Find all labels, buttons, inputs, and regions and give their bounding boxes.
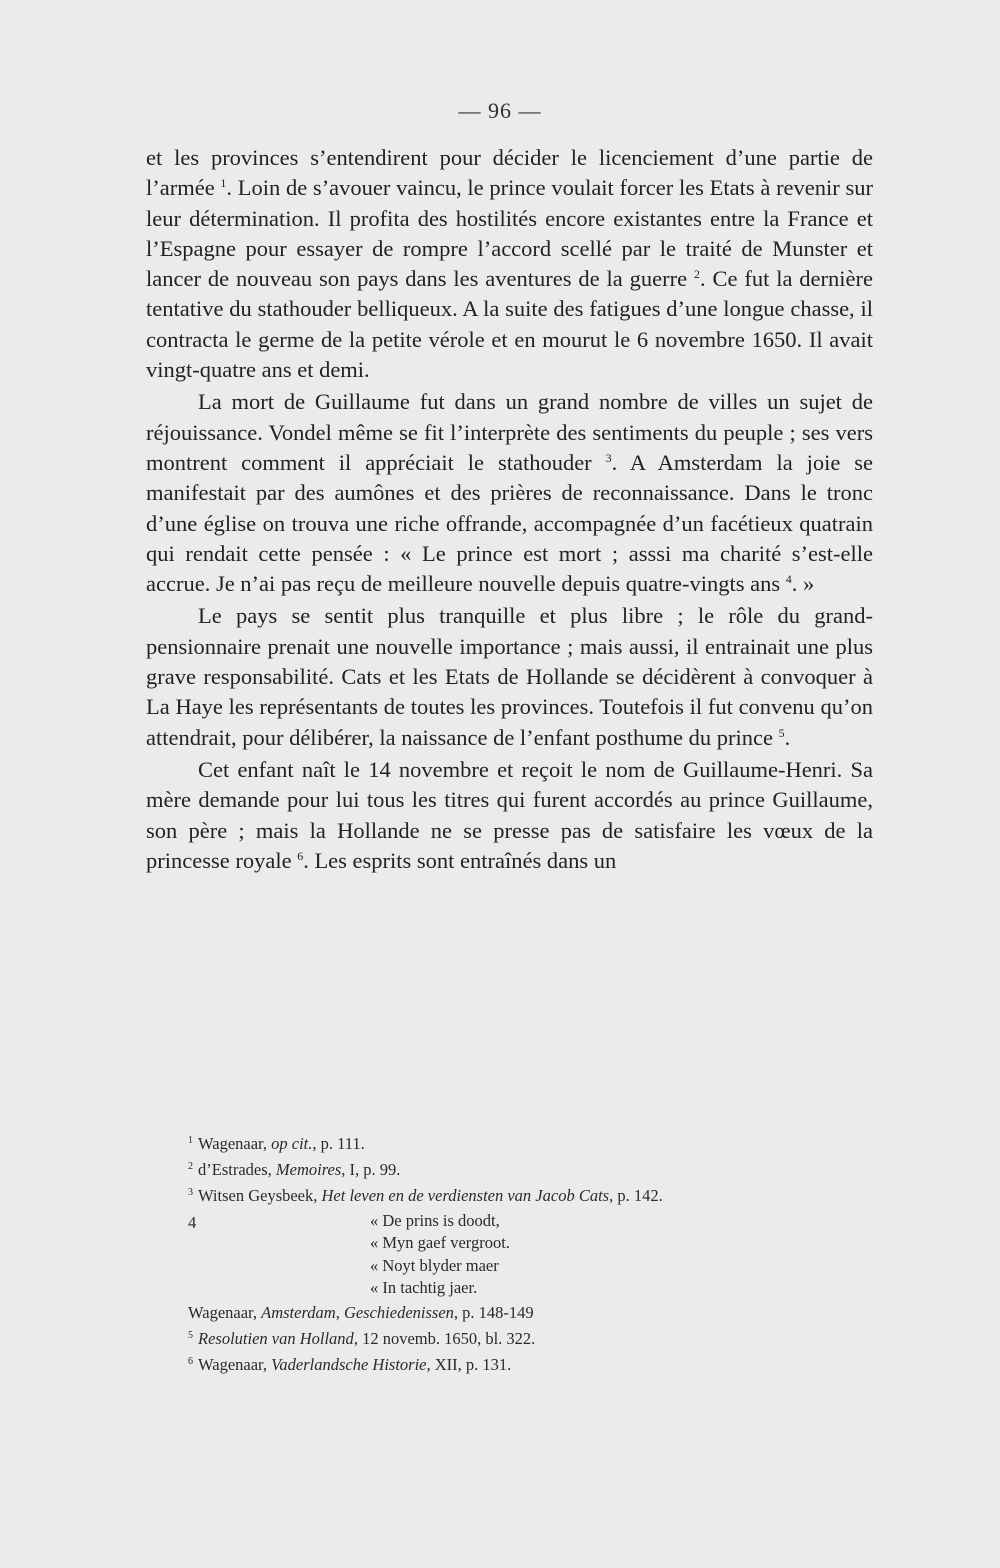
text-run: , I, p. 99. [341, 1160, 401, 1180]
text-run: . » [791, 571, 815, 597]
footnote-mark: 2 [188, 1161, 193, 1173]
footnote-verses [188, 1210, 888, 1300]
footnote [188, 1183, 888, 1209]
footnote-ref: 5 [778, 725, 785, 740]
text-run: Witsen Geysbeek, [198, 1186, 322, 1206]
footnote-mark: 3 [188, 1187, 193, 1199]
text-run: . Loin de s’avouer vaincu, le prince voulait forcer les Etats à revenir sur leur détermination. Il profita des hostilités encore existantes entre la France et l’Espagne pour essayer de rompre l’accord scellé par le traité de Munster et lancer de nouveau son pays dans les aventures de la guerre [146, 175, 873, 292]
body-text [146, 143, 873, 876]
text-run: , p. 111. [312, 1134, 365, 1153]
verse-line: « In tachtig jaer. [370, 1278, 478, 1298]
footnote [188, 1352, 888, 1378]
footnote-ref: 2 [693, 267, 700, 282]
text-run: Wagenaar, [188, 1302, 262, 1322]
italic-text: Vaderlandsche Historie [271, 1355, 427, 1375]
text-run: . A Amsterdam la joie se manifestait par des aumônes et des prières de reconnaissance. Dans le tronc d’une église on trouva une riche offrande, accompagnée d’un facétieux quatrain qui rendait cette pensée : « Le prince est mort ; asssi ma charité s’est-elle accrue. Je n’ai pas reçu de meilleure nouvelle depuis quatre-vingts ans [146, 449, 873, 597]
footnote-mark: 5 [188, 1329, 193, 1341]
footnote [188, 1157, 888, 1183]
text-run: . Les esprits sont entraînés dans un [303, 847, 617, 873]
text-run: , p. 148-149 [453, 1302, 534, 1322]
text-run: , XII, p. 131. [426, 1355, 512, 1375]
verse-line: « Noyt blyder maer [370, 1255, 499, 1275]
italic-text: Het leven en de verdiensten van Jacob Cats [321, 1186, 610, 1206]
text-run: Wagenaar, [198, 1355, 272, 1375]
paragraph [146, 387, 873, 599]
text-run: La mort de Guillaume fut dans un grand nombre de villes un sujet de réjouissance. Vondel même se fit l’interprète des sentiments du peuple ; ses vers montrent comment il appréciait le stathouder [146, 389, 873, 475]
text-run: et les provinces s’entendirent pour décider le licenciement d’une partie de l’armée [146, 145, 873, 201]
text-run: Cet enfant naît le 14 novembre et reçoit le nom de Guillaume-Henri. Sa mère demande pour lui tous les titres qui furent accordés au prince Guillaume, son père ; mais la Hollande ne se presse pas de satisfaire les vœux de la princesse royale [146, 756, 873, 873]
text-run: Wagenaar, [198, 1134, 272, 1153]
footnote-ref: 3 [605, 450, 612, 465]
footnote [188, 1326, 888, 1352]
text-run: , 12 novemb. 1650, bl. 322. [353, 1328, 536, 1348]
verse-line: « Myn gaef vergroot. [370, 1233, 510, 1253]
verse-line: « De prins is doodt, [370, 1210, 500, 1230]
paragraph [146, 601, 873, 752]
page-number: — 96 — [458, 98, 542, 123]
footnote [188, 1300, 888, 1326]
footnote-ref: 4 [785, 572, 792, 587]
text-run: Le pays se sentit plus tranquille et plus libre ; le rôle du grand-pensionnaire prenait une nouvelle importance ; mais aussi, il entrainait une plus grave responsabilité. Cats et les Etats de Hollande se décidèrent à convoquer à La Haye les représentants de toutes les provinces. Toutefois il fut convenu qu’on attendrait, pour délibérer, la naissance de l’enfant posthume du prince [146, 603, 873, 750]
footnote-mark: 6 [188, 1356, 193, 1368]
paragraph [146, 755, 873, 876]
italic-text: Amsterdam, Geschiedenissen [261, 1302, 454, 1322]
footnote-ref: 6 [297, 848, 304, 863]
footnotes [188, 1131, 888, 1378]
text-run: , p. 142. [609, 1186, 663, 1206]
italic-text: Resolutien van Holland [198, 1328, 354, 1348]
text-run: d’Estrades, [198, 1160, 276, 1180]
text-run: . [784, 724, 791, 750]
italic-text: Memoires [275, 1160, 342, 1180]
italic-text: op cit. [271, 1134, 313, 1153]
footnote-ref: 1 [220, 176, 227, 191]
footnote-mark: 4 [188, 1212, 197, 1232]
footnote-mark: 1 [188, 1135, 193, 1146]
paragraph [146, 143, 873, 385]
footnote [188, 1131, 888, 1157]
text-run: . Ce fut la dernière tentative du stathouder belliqueux. A la suite des fatigues d’une longue chasse, il contracta le germe de la petite vérole et en mourut le 6 novembre 1650. Il avait vingt-quatre ans et demi. [146, 266, 874, 383]
